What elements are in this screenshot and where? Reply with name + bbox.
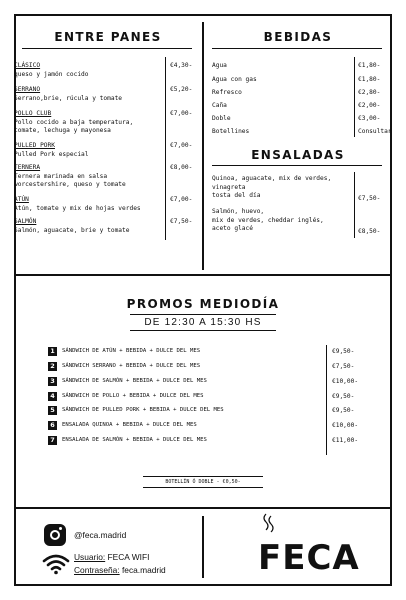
item-price: €7,50- [358,195,381,202]
item-desc: Ternera marinada en salsa [14,172,108,180]
item-name: SERRANO [14,86,41,93]
item-desc: mix de verdes, cheddar inglés, [212,216,324,224]
entre-panes-item [14,110,164,136]
wifi-icon [42,553,70,575]
item-price: €2,80- [358,89,381,96]
promo-item [48,436,318,446]
promo-price: €10,00- [332,378,359,385]
botellin-extra: BOTELLÍN Ó DOBLE - €0,50- [143,476,263,488]
item-price: €8,50- [358,228,381,235]
item-desc: aceto glacé [212,225,253,233]
promos-title: PROMOS MEDIODÍA [126,297,280,311]
promo-price: €7,50- [332,363,355,370]
item-name: ATÚN [14,196,29,203]
bebidas-item: Doble [212,115,231,122]
item-price: Consultar [358,128,392,135]
item-desc: tosta del día [212,192,261,200]
ensaladas-item [212,175,352,201]
item-desc: Pollo cocido a baja temperatura, [14,118,134,126]
entre-panes-item [14,196,164,213]
promos-rule-top [130,314,276,315]
item-price: €4,30- [170,62,193,69]
item-desc: Quinoa, aguacate, mix de verdes, [212,175,332,182]
entre-panes-item [14,86,164,103]
bebidas-rule [212,48,382,49]
entre-panes-item [14,62,164,79]
promo-number-badge: 3 [48,377,57,386]
promo-price: €9,50- [332,348,355,355]
instagram-icon [44,524,66,546]
bebidas-item: Caña [212,102,227,109]
promos-price-rule [326,345,327,455]
item-desc: Pulled Pork especial [14,150,89,158]
section-divider-bottom [14,507,392,509]
footer-divider [202,516,204,578]
column-divider [202,22,204,270]
promo-item [48,362,318,372]
promo-text: ENSALADA QUINOA + BEBIDA + DULCE DEL MES [62,422,197,428]
item-desc: Salmón, aguacate, brie y tomate [14,226,130,234]
bebidas-title: BEBIDAS [263,30,333,44]
feca-logo: FECA [258,538,360,578]
wifi-user-label: Usuario: [74,552,106,562]
promo-price: €9,50- [332,393,355,400]
promos-subtitle: DE 12:30 A 15:30 HS [144,317,262,328]
promo-text: SÁNDWICH SERRANO + BEBIDA + DULCE DEL MES [62,363,201,369]
item-desc: vinagreta [212,183,246,191]
promo-text: ENSALADA DE SALMÓN + BEBIDA + DULCE DEL MES [62,437,207,443]
wifi-user [74,552,149,562]
item-desc: queso y jamón cocido [14,70,89,78]
item-price: €8,00- [170,164,193,171]
item-price: €7,00- [170,142,193,149]
item-price: €3,00- [358,115,381,122]
entre-panes-price-rule [165,57,166,240]
promo-price: €10,00- [332,422,359,429]
item-desc: worcestershire, queso y tomate [14,181,126,189]
promo-item [48,392,318,402]
item-price: €7,00- [170,196,193,203]
promo-item [48,347,318,357]
promo-text: SÁNDWICH DE SALMÓN + BEBIDA + DULCE DEL MES [62,378,207,384]
bebidas-item: Refresco [212,89,242,96]
promo-item [48,406,318,416]
item-price: €5,20- [170,86,193,93]
entre-panes-item [14,164,164,190]
bebidas-item: Agua con gas [212,76,257,83]
promo-price: €11,00- [332,437,359,444]
wifi-user-value: FECA WIFI [107,552,150,562]
item-price: €1,80- [358,76,381,83]
item-name: TERNERA [14,164,41,171]
promo-text: SÁNDWICH DE ATÚN + BEBIDA + DULCE DEL MES [62,348,201,354]
item-desc: Serrano,brie, rúcula y tomate [14,94,123,102]
item-desc: Salmón, huevo, [212,208,265,215]
promos-rule-bottom [130,330,276,331]
section-divider-top [14,274,392,276]
promo-number-badge: 2 [48,362,57,371]
promo-text: SÁNDWICH DE POLLO + BEBIDA + DULCE DEL MES [62,393,204,399]
entre-panes-title: ENTRE PANES [54,30,162,44]
wifi-pass-label: Contraseña: [74,565,120,575]
item-name: PULLED PORK [14,142,55,149]
wifi-pass [74,565,166,575]
bebidas-item: Botellines [212,128,250,135]
promo-item [48,377,318,387]
promo-text: SÁNDWICH DE PULLED PORK + BEBIDA + DULCE DEL MES [62,407,224,413]
ensaladas-item [212,208,352,234]
item-desc: Atún, tomate y mix de hojas verdes [14,204,141,212]
promo-item [48,421,318,431]
promo-number-badge: 7 [48,436,57,445]
ensaladas-rule [212,165,382,166]
item-desc: tomate, lechuga y mayonesa [14,127,111,135]
entre-panes-item [14,218,164,235]
promo-price: €9,50- [332,407,355,414]
ensaladas-price-rule [354,172,355,238]
item-name: CLÁSICO [14,62,41,69]
promo-number-badge: 1 [48,347,57,356]
ensaladas-title: ENSALADAS [251,148,345,162]
wifi-pass-value: feca.madrid [121,565,166,575]
entre-panes-rule [22,48,192,49]
instagram-handle[interactable]: @feca.madrid [74,530,127,540]
item-price: €7,00- [170,110,193,117]
promo-number-badge: 6 [48,421,57,430]
item-price: €7,50- [170,218,193,225]
bebidas-price-rule [354,57,355,137]
promo-number-badge: 5 [48,406,57,415]
item-price: €2,00- [358,102,381,109]
bebidas-item: Agua [212,62,227,69]
item-name: SALMÓN [14,218,37,225]
item-name: POLLO CLUB [14,110,52,117]
item-price: €1,80- [358,62,381,69]
entre-panes-item [14,142,164,159]
promo-number-badge: 4 [48,392,57,401]
